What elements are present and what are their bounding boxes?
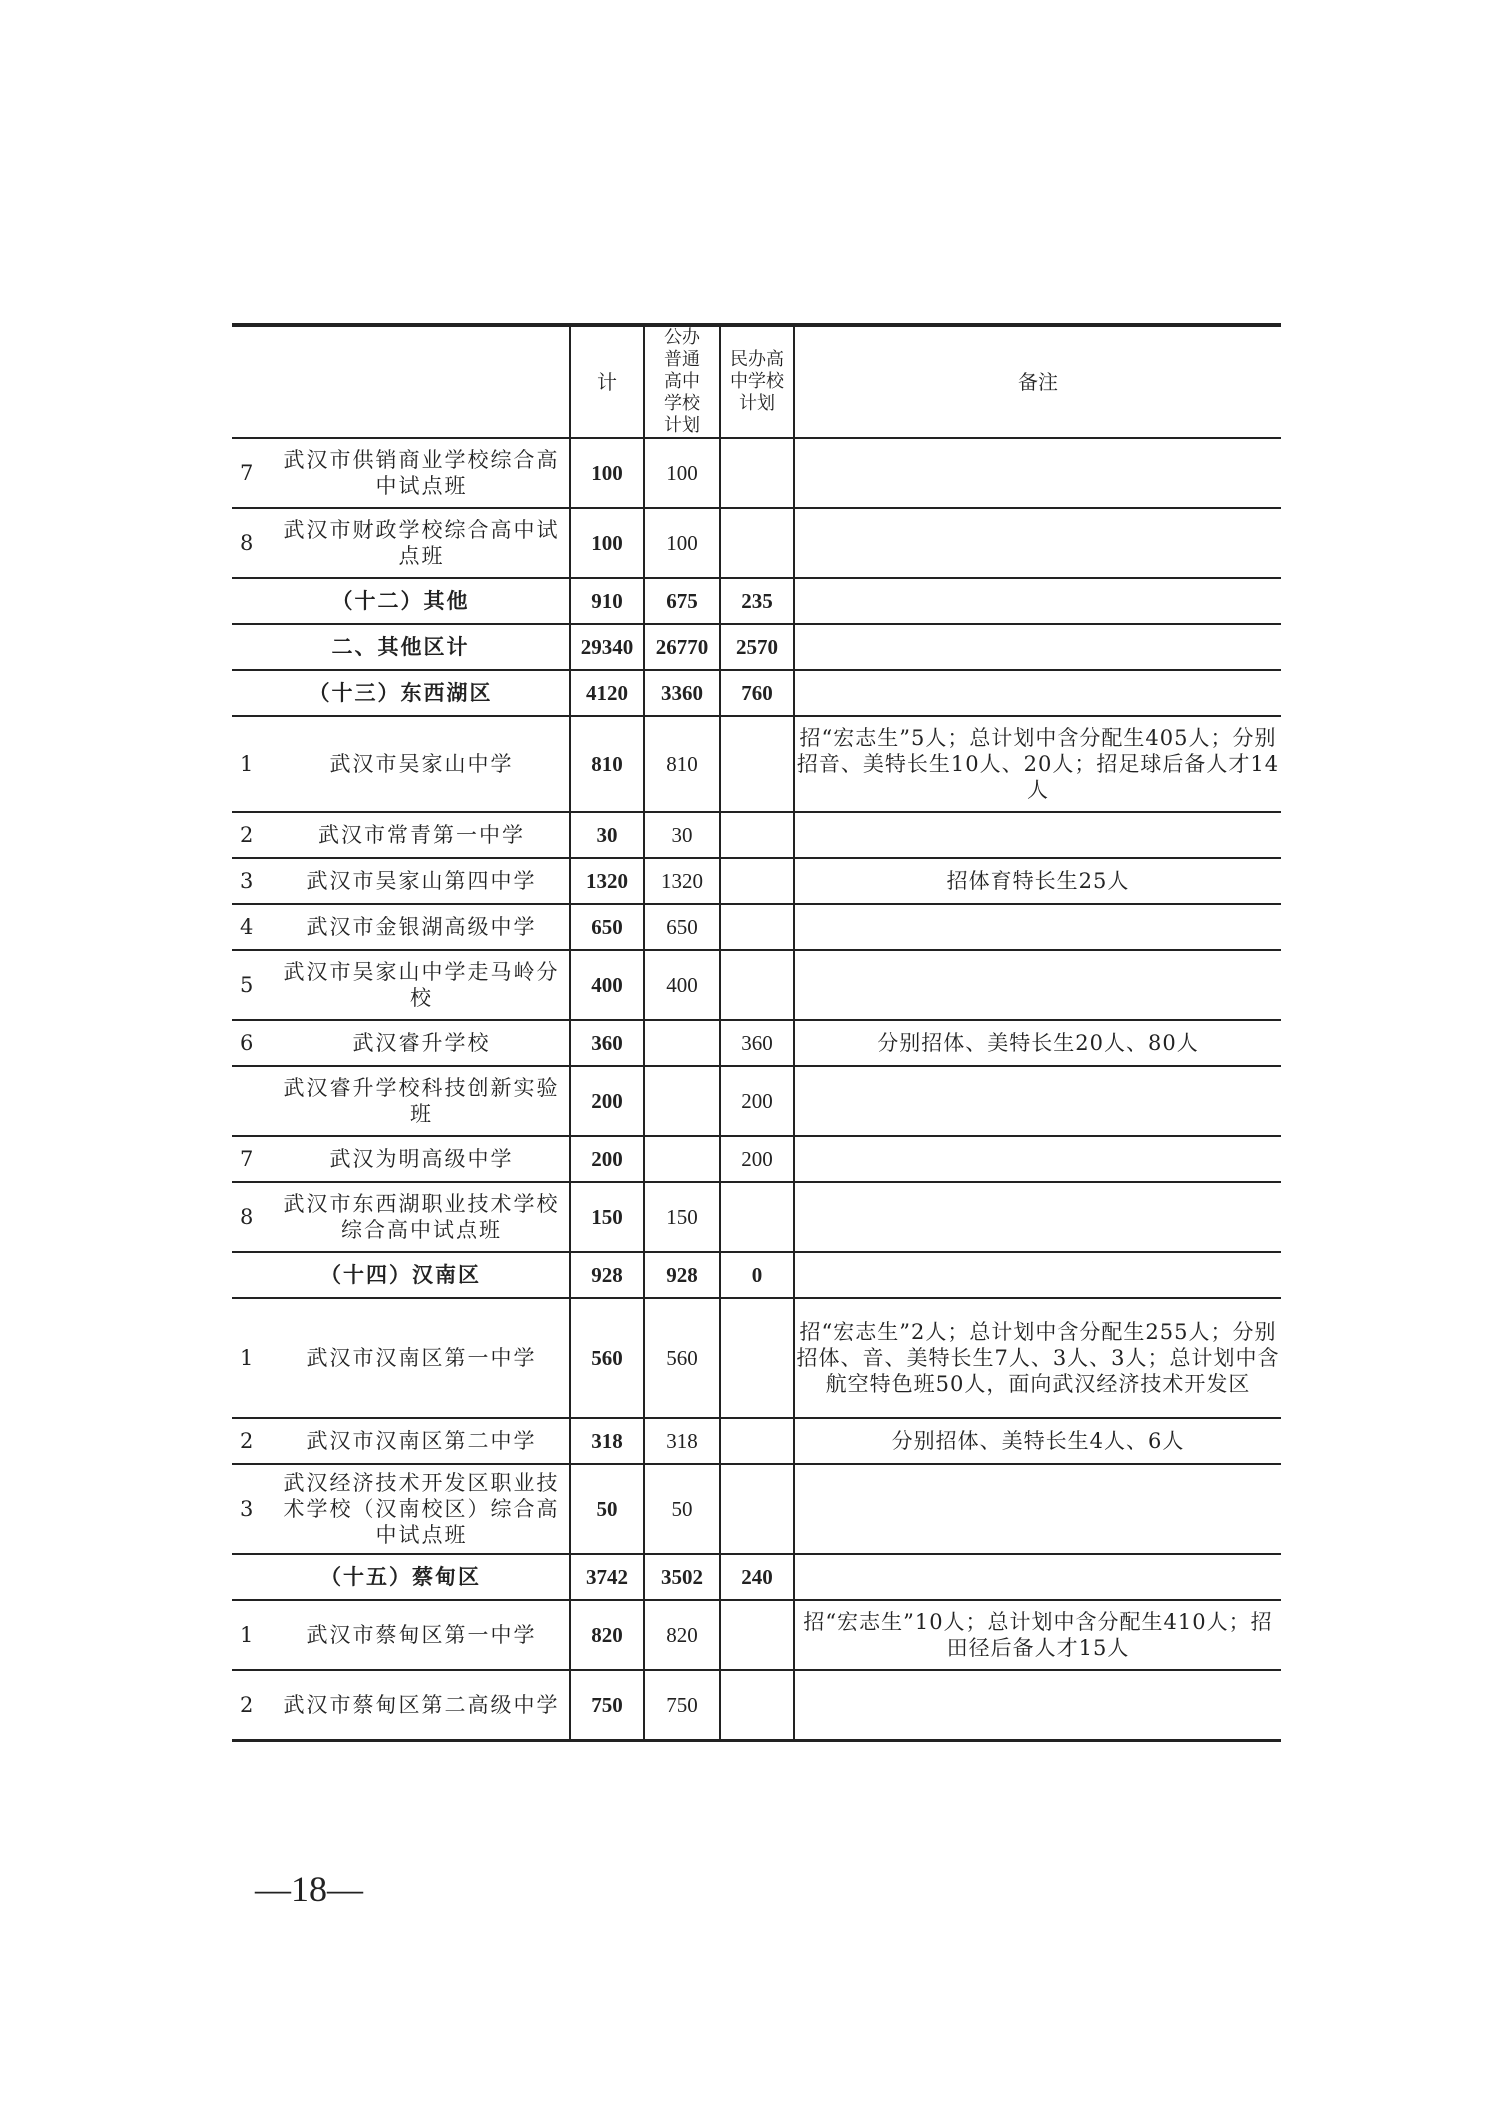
public-plan-value: 820 — [644, 1600, 720, 1670]
total-value: 560 — [570, 1298, 644, 1418]
page-number: —18— — [255, 1869, 363, 1909]
school-name: 武汉市蔡甸区第二高级中学 — [283, 1692, 560, 1717]
private-plan-value: 2570 — [720, 624, 794, 670]
row-index: 2 — [240, 1429, 254, 1453]
school-cell — [232, 438, 570, 508]
total-value: 150 — [570, 1182, 644, 1252]
public-plan-value: 3360 — [644, 670, 720, 716]
school-name: 武汉市财政学校综合高中试点班 — [283, 518, 560, 568]
table-body — [232, 438, 1281, 1740]
school-cell — [232, 1418, 570, 1464]
public-plan-value: 26770 — [644, 624, 720, 670]
row-index: 7 — [240, 461, 254, 485]
total-value: 3742 — [570, 1554, 644, 1600]
total-value: 318 — [570, 1418, 644, 1464]
table-row — [232, 508, 1281, 578]
school-name: 武汉市常青第一中学 — [318, 823, 525, 847]
private-plan-value: 0 — [720, 1252, 794, 1298]
row-index: 7 — [240, 1147, 254, 1171]
total-value: 29340 — [570, 624, 644, 670]
private-plan-value — [720, 508, 794, 578]
section-row — [232, 624, 1281, 670]
row-index: 2 — [240, 1692, 254, 1717]
private-plan-value: 240 — [720, 1554, 794, 1600]
public-plan-value: 560 — [644, 1298, 720, 1418]
school-name: 武汉经济技术开发区职业技术学校（汉南校区）综合高中试点班 — [283, 1471, 560, 1547]
school-name: 武汉市吴家山中学 — [329, 752, 514, 776]
row-index: 3 — [240, 1497, 254, 1521]
private-plan-value — [720, 1298, 794, 1418]
school-cell — [232, 1182, 570, 1252]
notes-cell: 招体育特长生25人 — [794, 858, 1281, 904]
notes-cell — [794, 1464, 1281, 1554]
total-value: 200 — [570, 1066, 644, 1136]
notes-cell — [794, 1252, 1281, 1298]
school-cell — [232, 1298, 570, 1418]
header-notes: 备注 — [794, 325, 1281, 438]
header-name — [232, 325, 570, 438]
section-row — [232, 1252, 1281, 1298]
total-value: 820 — [570, 1600, 644, 1670]
total-value: 4120 — [570, 670, 644, 716]
public-plan-value: 30 — [644, 812, 720, 858]
notes-cell — [794, 670, 1281, 716]
table-row — [232, 1600, 1281, 1670]
row-index: 2 — [240, 823, 254, 847]
total-value: 100 — [570, 438, 644, 508]
total-value: 910 — [570, 578, 644, 624]
table-row — [232, 1182, 1281, 1252]
total-value: 750 — [570, 1670, 644, 1740]
public-plan-value: 675 — [644, 578, 720, 624]
total-value: 360 — [570, 1020, 644, 1066]
public-plan-value — [644, 1066, 720, 1136]
public-plan-value — [644, 1020, 720, 1066]
school-name: 武汉市汉南区第二中学 — [306, 1429, 537, 1453]
notes-cell: 分别招体、美特长生20人、80人 — [794, 1020, 1281, 1066]
row-index: 5 — [240, 973, 254, 997]
private-plan-value — [720, 1600, 794, 1670]
total-value: 100 — [570, 508, 644, 578]
notes-cell — [794, 1182, 1281, 1252]
school-cell — [232, 1600, 570, 1670]
school-cell — [232, 904, 570, 950]
table-row — [232, 1298, 1281, 1418]
table-row — [232, 1136, 1281, 1182]
enrollment-plan-table — [232, 323, 1281, 1742]
row-index: 3 — [240, 869, 254, 893]
section-row — [232, 578, 1281, 624]
school-cell — [232, 1066, 570, 1136]
notes-cell — [794, 812, 1281, 858]
school-name: 武汉市吴家山中学走马岭分校 — [283, 960, 560, 1010]
table-row — [232, 1464, 1281, 1554]
row-index: 1 — [240, 1346, 254, 1370]
notes-cell: 招“宏志生”10人；总计划中含分配生410人；招田径后备人才15人 — [794, 1600, 1281, 1670]
private-plan-value — [720, 1464, 794, 1554]
school-name: 武汉市金银湖高级中学 — [306, 915, 537, 939]
private-plan-value — [720, 1182, 794, 1252]
notes-cell: 招“宏志生”5人；总计划中含分配生405人；分别招音、美特长生10人、20人；招足球后备人才14人 — [794, 716, 1281, 812]
table-row — [232, 1020, 1281, 1066]
public-plan-value: 100 — [644, 508, 720, 578]
table-row — [232, 950, 1281, 1020]
section-name: （十三）东西湖区 — [232, 670, 570, 716]
school-cell — [232, 858, 570, 904]
public-plan-value: 750 — [644, 1670, 720, 1740]
private-plan-value — [720, 858, 794, 904]
row-index: 1 — [240, 752, 254, 776]
header-total: 计 — [570, 325, 644, 438]
public-plan-value — [644, 1136, 720, 1182]
school-name: 武汉睿升学校科技创新实验班 — [283, 1076, 560, 1126]
row-index: 4 — [240, 915, 254, 939]
school-cell — [232, 950, 570, 1020]
total-value: 400 — [570, 950, 644, 1020]
private-plan-value — [720, 1418, 794, 1464]
notes-cell: 分别招体、美特长生4人、6人 — [794, 1418, 1281, 1464]
private-plan-value: 235 — [720, 578, 794, 624]
table-row — [232, 438, 1281, 508]
public-plan-value: 400 — [644, 950, 720, 1020]
private-plan-value — [720, 716, 794, 812]
public-plan-value: 650 — [644, 904, 720, 950]
school-name: 武汉睿升学校 — [352, 1031, 491, 1055]
notes-cell — [794, 438, 1281, 508]
public-plan-value: 3502 — [644, 1554, 720, 1600]
row-index: 6 — [240, 1031, 254, 1055]
table-row — [232, 904, 1281, 950]
school-name: 武汉市蔡甸区第一中学 — [306, 1623, 537, 1647]
public-plan-value: 810 — [644, 716, 720, 812]
notes-cell — [794, 1136, 1281, 1182]
school-cell — [232, 1464, 570, 1554]
notes-cell — [794, 904, 1281, 950]
total-value: 50 — [570, 1464, 644, 1554]
private-plan-value: 200 — [720, 1136, 794, 1182]
notes-cell — [794, 1670, 1281, 1740]
section-name: （十四）汉南区 — [232, 1252, 570, 1298]
school-name: 武汉为明高级中学 — [329, 1147, 514, 1171]
notes-cell — [794, 508, 1281, 578]
notes-cell — [794, 1066, 1281, 1136]
row-index: 8 — [240, 1205, 254, 1229]
private-plan-value: 760 — [720, 670, 794, 716]
total-value: 1320 — [570, 858, 644, 904]
section-row — [232, 1554, 1281, 1600]
private-plan-value — [720, 950, 794, 1020]
school-cell — [232, 1670, 570, 1740]
notes-cell — [794, 950, 1281, 1020]
public-plan-value: 928 — [644, 1252, 720, 1298]
section-name: （十五）蔡甸区 — [232, 1554, 570, 1600]
total-value: 650 — [570, 904, 644, 950]
private-plan-value — [720, 904, 794, 950]
total-value: 810 — [570, 716, 644, 812]
row-index: 1 — [240, 1623, 254, 1647]
header-private: 民办高中学校计划 — [720, 325, 794, 438]
school-cell — [232, 508, 570, 578]
notes-cell: 招“宏志生”2人；总计划中含分配生255人；分别招体、音、美特长生7人、3人、3人；总计划中含航空特色班50人，面向武汉经济技术开发区 — [794, 1298, 1281, 1418]
private-plan-value — [720, 1670, 794, 1740]
notes-cell — [794, 578, 1281, 624]
table-row — [232, 812, 1281, 858]
public-plan-value: 318 — [644, 1418, 720, 1464]
school-name: 武汉市供销商业学校综合高中试点班 — [283, 448, 560, 498]
table-row — [232, 858, 1281, 904]
private-plan-value: 360 — [720, 1020, 794, 1066]
section-name: （十二）其他 — [232, 578, 570, 624]
school-cell — [232, 1020, 570, 1066]
table-row — [232, 1418, 1281, 1464]
section-row — [232, 670, 1281, 716]
table-row — [232, 1066, 1281, 1136]
school-cell — [232, 812, 570, 858]
notes-cell — [794, 624, 1281, 670]
header-public: 公办普通高中学校计划 — [644, 325, 720, 438]
total-value: 928 — [570, 1252, 644, 1298]
public-plan-value: 100 — [644, 438, 720, 508]
section-name: 二、其他区计 — [232, 624, 570, 670]
private-plan-value — [720, 812, 794, 858]
public-plan-value: 50 — [644, 1464, 720, 1554]
private-plan-value: 200 — [720, 1066, 794, 1136]
school-cell — [232, 1136, 570, 1182]
table-row — [232, 1670, 1281, 1740]
school-name: 武汉市汉南区第一中学 — [306, 1346, 537, 1370]
total-value: 30 — [570, 812, 644, 858]
table-header-row — [232, 325, 1281, 438]
total-value: 200 — [570, 1136, 644, 1182]
school-name: 武汉市吴家山第四中学 — [306, 869, 537, 893]
row-index: 8 — [240, 531, 254, 555]
notes-cell — [794, 1554, 1281, 1600]
table-row — [232, 716, 1281, 812]
public-plan-value: 1320 — [644, 858, 720, 904]
school-name: 武汉市东西湖职业技术学校综合高中试点班 — [283, 1192, 560, 1242]
school-cell — [232, 716, 570, 812]
public-plan-value: 150 — [644, 1182, 720, 1252]
private-plan-value — [720, 438, 794, 508]
